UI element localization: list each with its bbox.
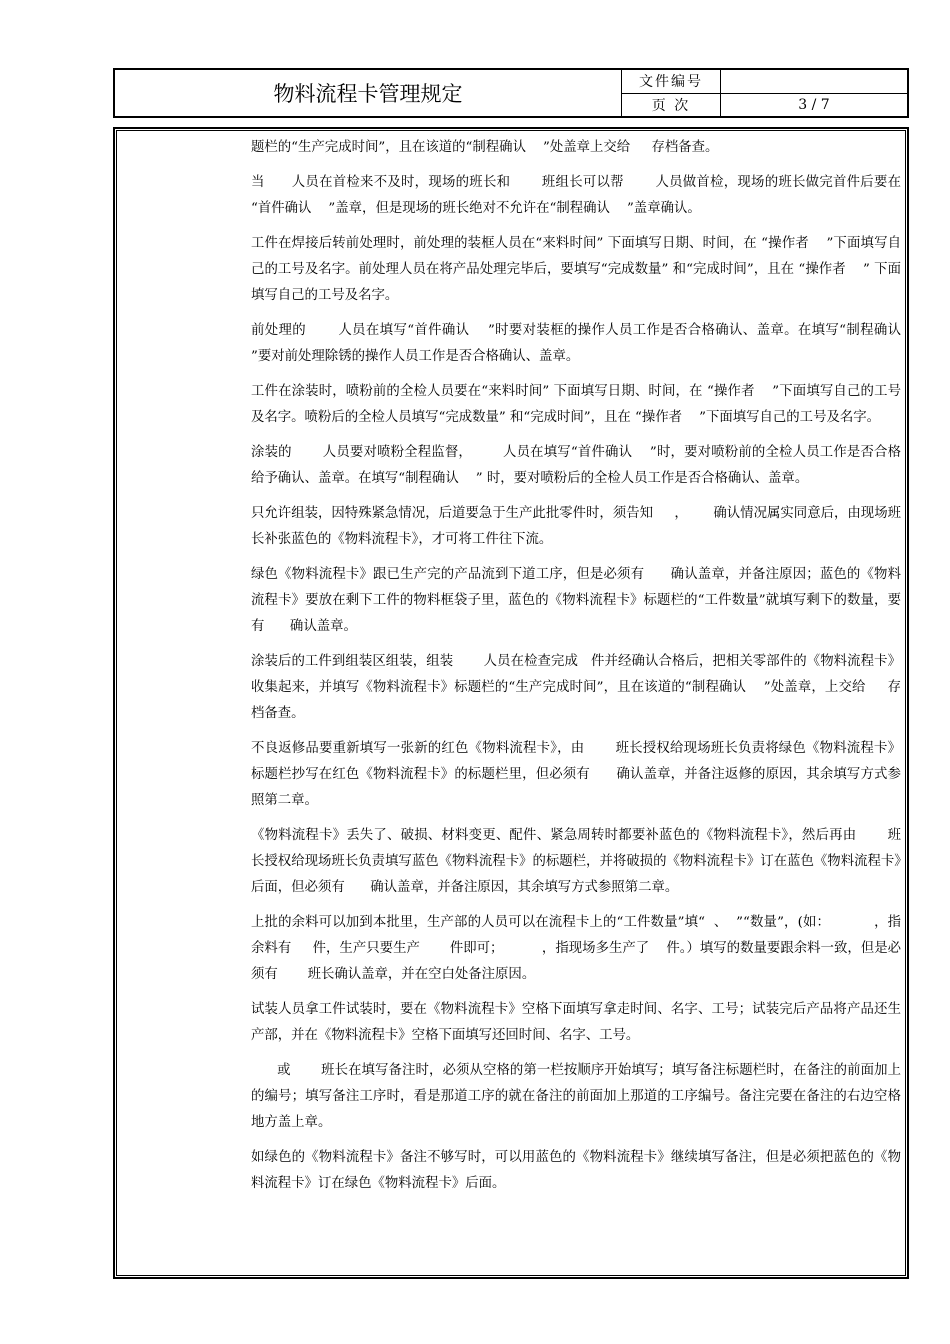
paragraph: 不良返修品要重新填写一张新的红色《物料流程卡》，由 班长授权给现场班长负责将绿色《物料流程卡》标题栏抄写在红色《物料流程卡》的标题栏里，但必须有 确认盖章，并备注返修的原因，其余填写方式参照第二章。 (251, 741, 901, 808)
doc-number-value (721, 70, 907, 93)
paragraph: 工件在涂装时，喷粉前的全检人员要在“来料时间” 下面填写日期、时间，在 “操作者 ”下面填写自己的工号及名字。喷粉后的全检人员填写“完成数量” 和“完成时间”，且在 “操作者 ”下面填写自己的工号及名字。 (251, 384, 901, 425)
page-label: 页 次 (622, 94, 721, 117)
document-header (113, 68, 909, 118)
paragraph: 如绿色的《物料流程卡》备注不够写时，可以用蓝色的《物料流程卡》继续填写备注，但是必须把蓝色的《物料流程卡》订在绿色《物料流程卡》后面。 (251, 1150, 901, 1191)
page-number: 3 / 7 (798, 96, 830, 113)
paragraph: 涂装后的工件到组装区组装，组装 人员在检查完成 件并经确认合格后，把相关零部件的《物料流程卡》收集起来，并填写《物料流程卡》标题栏的“生产完成时间”，且在该道的“制程确认 ”处盖章，上交给 存档备查。 (251, 654, 901, 721)
doc-number-row (622, 70, 907, 93)
document-body (113, 127, 927, 1279)
paragraph: 只允许组装，因特殊紧急情况，后道要急于生产此批零件时，须告知 ， 确认情况属实同意后，由现场班长补张蓝色的《物料流程卡》，才可将工件往下流。 (251, 506, 901, 547)
paragraph: 工件在焊接后转前处理时，前处理的装框人员在“来料时间” 下面填写日期、时间，在 “操作者 ”下面填写自己的工号及名字。前处理人员在将产品处理完毕后，要填写“完成数量” 和“完成时间”，且在 “操作者 ” 下面填写自己的工号及名字。 (251, 236, 901, 303)
paragraph: 试装人员拿工件试装时，要在《物料流程卡》空格下面填写拿走时间、名字、工号；试装完后产品将产品还生产部，并在《物料流程卡》空格下面填写还回时间、名字、工号。 (251, 1002, 901, 1043)
doc-number-label: 文件编号 (622, 70, 721, 93)
body-text (251, 135, 927, 1206)
paragraph: 《物料流程卡》丢失了、破损、材料变更、配件、紧急周转时都要补蓝色的《物料流程卡》，然后再由 班长授权给现场班长负责填写蓝色《物料流程卡》的标题栏，并将破损的《物料流程卡》订在蓝色《物料流程卡》后面，但必须有 确认盖章，并备注原因，其余填写方式参照第二章。 (251, 828, 901, 895)
paragraph: 前处理的 人员在填写“首件确认 ”时要对装框的操作人员工作是否合格确认、盖章。在填写“制程确认 ”要对前处理除锈的操作人员工作是否合格确认、盖章。 (251, 323, 919, 364)
document-title: 物料流程卡管理规定 (115, 70, 622, 116)
header-meta (622, 70, 907, 116)
paragraph: 涂装的 人员要对喷粉全程监督， 人员在填写“首件确认 ”时，要对喷粉前的全检人员工作是否合格给予确认、盖章。在填写“制程确认 ” 时，要对喷粉后的全检人员工作是否合格确认、盖章。 (251, 445, 901, 486)
paragraph: 上批的余料可以加到本批里，生产部的人员可以在流程卡上的“工件数量”填“ 、 ”“数量”，(如： ，指余料有 件，生产只要生产 件即可； ，指现场多生产了 件。）填写的数量要跟余料一致，但是必须有 班长确认盖章，并在空白处备注原因。 (251, 915, 901, 982)
paragraph: 或 班长在填写备注时，必须从空格的第一栏按顺序开始填写；填写备注标题栏时，在备注的前面加上 的编号；填写备注工序时，看是那道工序的就在备注的前面加上那道的工序编号。备注完要在备注的右边空格地方盖上章。 (251, 1063, 927, 1130)
paragraph: 绿色《物料流程卡》跟已生产完的产品流到下道工序，但是必须有 确认盖章，并备注原因；蓝色的《物料流程卡》要放在剩下工件的物料框袋子里，蓝色的《物料流程卡》标题栏的“工件数量”就填写剩下的数量，要有 确认盖章。 (251, 567, 901, 634)
paragraph: 题栏的“生产完成时间”，且在该道的“制程确认 ”处盖章上交给 存档备查。 (251, 140, 719, 155)
paragraph: 当 人员在首检来不及时，现场的班长和 班组长可以帮 人员做首检，现场的班长做完首件后要在 “首件确认 ”盖章，但是现场的班长绝对不允许在“制程确认 ”盖章确认。 (251, 175, 906, 216)
page-row (622, 93, 907, 117)
